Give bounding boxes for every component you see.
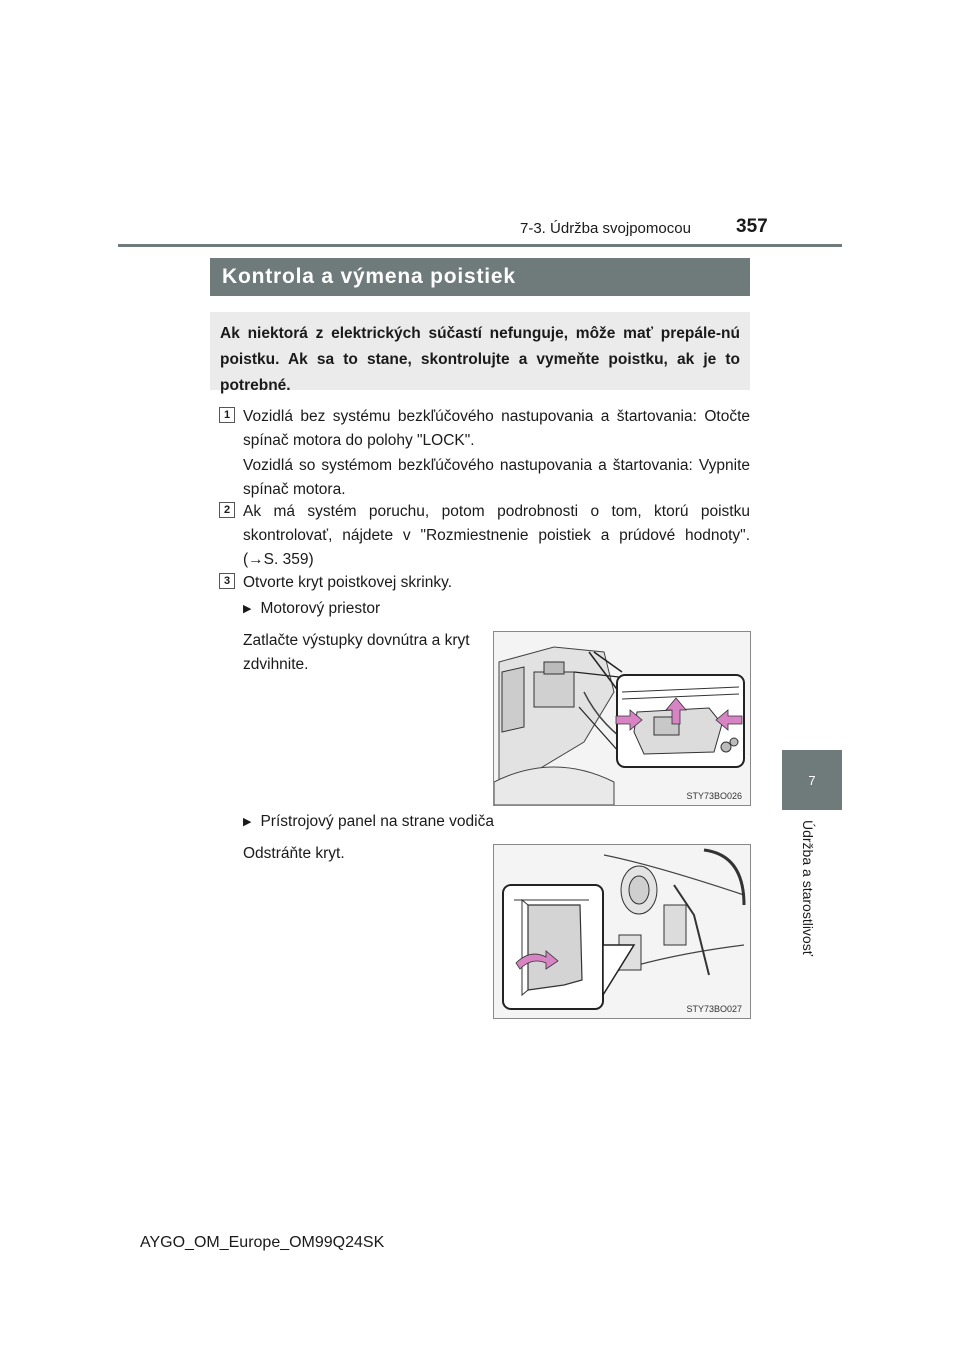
intro-box bbox=[210, 312, 750, 394]
header-rule bbox=[118, 244, 842, 247]
step-badge-1: 1 bbox=[219, 407, 235, 423]
step-3-text: Otvorte kryt poistkovej skrinky. bbox=[243, 574, 453, 591]
step-1-text-a: Vozidlá bez systému bezkľúčového nastupovania a štartovania: Otočte spínač motora do polohy "LOCK". bbox=[243, 408, 750, 449]
footer-doc-id: AYGO_OM_Europe_OM99Q24SK bbox=[140, 1234, 385, 1251]
step-badge-3: 3 bbox=[219, 573, 235, 589]
location-engine-bay bbox=[243, 600, 380, 618]
triangle-bullet-icon: ▶ bbox=[243, 816, 252, 828]
chapter-tab bbox=[782, 750, 842, 810]
figure-instrument-panel-code: STY73BO027 bbox=[686, 1004, 742, 1014]
page-title bbox=[210, 258, 750, 296]
instrument-panel-illustration bbox=[494, 845, 750, 1018]
step-1-text-b: Vozidlá so systémom bezkľúčového nastupovania a štartovania: Vypnite spínač motora. bbox=[243, 457, 750, 498]
triangle-bullet-icon: ▶ bbox=[243, 603, 252, 615]
section-label: 7-3. Údržba svojpomocou bbox=[520, 220, 691, 237]
page-title-text: Kontrola a výmena poistiek bbox=[222, 265, 516, 288]
chapter-tab-title: Údržba a starostlivosť bbox=[800, 820, 816, 956]
location-instrument-panel bbox=[243, 813, 494, 831]
figure-engine-bay-code: STY73BO026 bbox=[686, 791, 742, 801]
instrument-panel-instruction: Odstráňte kryt. bbox=[243, 845, 345, 862]
step-badge-2: 2 bbox=[219, 502, 235, 518]
intro-text: Ak niektorá z elektrických súčastí nefunguje, môže mať prepále-nú poistku. Ak sa to stane, skontrolujte a vymeňte poistku, ak je to potrebné. bbox=[220, 325, 740, 394]
engine-bay-instruction: Zatlačte výstupky dovnútra a kryt zdvihnite. bbox=[243, 632, 470, 673]
location-engine-bay-title: Motorový priestor bbox=[260, 600, 381, 617]
engine-bay-illustration bbox=[494, 632, 750, 805]
figure-engine-bay bbox=[493, 631, 751, 806]
step-2-text: Ak má systém poruchu, potom podrobnosti o tom, ktorú poistku skontrolovať, nájdete v "Rozmiestnenie poistiek a prúdové hodnoty". (→S. 359) bbox=[243, 503, 750, 568]
chapter-tab-number: 7 bbox=[808, 772, 816, 788]
page-number: 357 bbox=[736, 216, 768, 237]
figure-instrument-panel bbox=[493, 844, 751, 1019]
location-instrument-panel-title: Prístrojový panel na strane vodiča bbox=[260, 813, 494, 830]
